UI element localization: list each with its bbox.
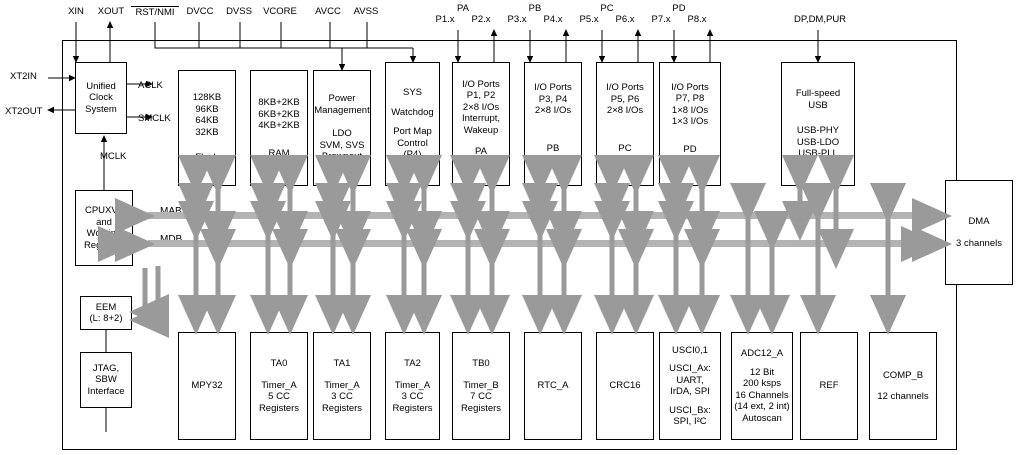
block-line: CPUXV2 [84, 205, 123, 216]
block-line: USB [808, 99, 828, 111]
block-line: Timer_A [324, 379, 360, 391]
signal-label-rst-nmi: RST/NMI [131, 6, 179, 18]
block-rtc-a[interactable] [524, 332, 582, 440]
block-line: Registers [460, 402, 502, 414]
block-line: P3, P4 [538, 93, 568, 105]
block-line: Watchdog [391, 106, 434, 118]
block-line: Control [397, 137, 428, 149]
block-line: CRC16 [609, 380, 641, 392]
signal-label-vcore: VCORE [263, 6, 297, 17]
block-line: Clock [89, 92, 113, 104]
block-line: I/O Ports [462, 78, 500, 90]
block-power-management[interactable] [313, 70, 371, 186]
block-line: UART, [676, 374, 704, 386]
block-tb0[interactable] [452, 332, 510, 440]
block-line: I/O Ports [606, 82, 644, 94]
block-ram[interactable] [250, 70, 308, 186]
signal-label-avcc: AVCC [315, 6, 341, 17]
block-line: TB0 [472, 358, 490, 369]
block-line: Working [86, 228, 122, 239]
signal-label-xt2in: XT2IN [10, 71, 37, 82]
signal-label-xin: XIN [68, 6, 84, 17]
signal-label-p5x: P5.x [579, 14, 599, 25]
block-line: and [96, 216, 112, 228]
block-line: RTC_A [537, 380, 569, 392]
block-mpy32[interactable] [178, 332, 236, 440]
block-full-speed-usb[interactable] [781, 62, 855, 186]
block-line: (P4) [403, 149, 422, 161]
block-line: SVM, SVS [319, 139, 365, 151]
block-line: 4KB+2KB [258, 120, 300, 131]
block-line: Registers [321, 402, 363, 414]
signal-label-avss: AVSS [353, 6, 379, 17]
block-line: 96KB [195, 103, 219, 115]
block-comp-b[interactable] [869, 332, 937, 440]
block-line: 3 CC [331, 391, 353, 402]
signal-label-xt2out: XT2OUT [5, 106, 43, 117]
block-line: Timer_A [261, 379, 297, 391]
block-line: 6KB+2KB [258, 108, 300, 120]
block-unified-clock-system[interactable] [75, 62, 127, 134]
block-line: (14 ext, 2 int) [734, 401, 790, 412]
block-line: SPI, I²C [673, 416, 707, 427]
signal-label-xout: XOUT [97, 6, 125, 17]
block-line: TA2 [404, 358, 421, 369]
block-line: EEM [95, 301, 117, 313]
block-line: P7, P8 [675, 93, 705, 104]
block-line: USB-PHY [796, 125, 840, 137]
block-line: PC [618, 142, 632, 154]
signal-label-p7x: P7.x [651, 14, 671, 25]
block-line: JTAG, [92, 362, 120, 374]
block-line: 16 Channels [735, 389, 789, 401]
block-line: 1×8 I/Os [671, 104, 709, 116]
block-line: (L: 8+2) [89, 313, 123, 324]
block-line: SYS [402, 87, 422, 99]
block-line: 32KB [195, 126, 219, 138]
block-line: 3 channels [956, 237, 1002, 249]
block-line: 8KB+2KB [258, 97, 300, 108]
block-io-ports-p1-p2[interactable] [452, 62, 510, 186]
block-line: 3 CC [401, 391, 424, 402]
clock-output-mclk: MCLK [100, 151, 127, 162]
block-line: 64KB [195, 115, 219, 127]
block-line: PA [475, 146, 487, 158]
block-line: PD [683, 143, 697, 155]
block-line: Unified [86, 80, 116, 92]
block-line: 2×8 I/Os [462, 101, 500, 113]
block-ref[interactable] [800, 332, 858, 440]
block-line: 1×11 I/Os [669, 155, 711, 166]
block-line: PB [546, 142, 560, 154]
clock-output-smclk: SMCLK [138, 113, 171, 124]
block-line: Power [328, 93, 356, 105]
block-flash[interactable] [178, 70, 236, 186]
port-group-label-pd: PD [672, 3, 686, 14]
block-line: 12 Bit [749, 366, 775, 378]
block-line: Port Map [393, 126, 432, 138]
block-line: USCI0,1 [672, 344, 708, 356]
block-line: USB-LDO [796, 136, 840, 148]
block-line: 1×16 I/Os [460, 157, 502, 169]
block-crc16[interactable] [596, 332, 654, 440]
block-line: 1×3 I/Os [671, 116, 709, 127]
block-line: Registers [392, 402, 433, 414]
block-dma[interactable] [945, 180, 1013, 285]
signal-label-p4x: P4.x [543, 14, 563, 25]
bus-mab [148, 212, 938, 219]
block-line: Autoscan [742, 412, 782, 424]
block-line: ADC12_A [740, 348, 784, 359]
block-line: TA1 [333, 358, 351, 369]
block-line: Interface [87, 385, 125, 397]
block-line: 5 CC [268, 391, 290, 402]
block-ta0[interactable] [250, 332, 308, 440]
block-ta1[interactable] [313, 332, 371, 440]
block-adc12-a[interactable] [731, 332, 793, 440]
block-io-ports-p7-p8[interactable] [659, 62, 721, 186]
port-group-label-pc: PC [600, 3, 614, 14]
block-line: Wakeup [463, 124, 499, 136]
signal-label-usb-pins: DP,DM,PUR [793, 14, 847, 25]
block-usci[interactable] [659, 332, 721, 440]
block-line: TA0 [270, 358, 288, 369]
port-group-label-pa: PA [457, 3, 469, 14]
block-line: 7 CC [470, 391, 492, 402]
signal-label-p6x: P6.x [615, 14, 635, 25]
block-jtag-sbw-interface[interactable] [80, 352, 132, 408]
block-line: Management [314, 104, 370, 116]
block-cpuxv2[interactable] [75, 190, 133, 266]
block-line: Brownout [321, 151, 363, 163]
block-line: System [85, 103, 117, 115]
block-line: SBW [95, 374, 117, 386]
signal-label-p2x: P2.x [471, 14, 491, 25]
block-line: 1×16 I/Os [532, 154, 574, 166]
block-eem[interactable] [80, 296, 132, 330]
block-line: 2×8 I/Os [606, 105, 644, 117]
block-sys[interactable] [385, 62, 440, 186]
block-line: USB-PLL [798, 148, 838, 160]
block-line: 2×8 I/Os [534, 105, 572, 117]
block-line: USCI_Ax: [669, 363, 711, 374]
block-line: DMA [968, 216, 990, 227]
block-line: Interrupt, [461, 113, 501, 125]
block-line: COMP_B [882, 369, 924, 381]
block-line: 128KB [192, 92, 222, 104]
block-line: Flash [195, 152, 219, 164]
block-line: Timer_A [394, 379, 431, 391]
block-line: I/O Ports [534, 82, 572, 94]
block-line: RAM [268, 147, 290, 159]
block-line: 12 channels [877, 391, 929, 402]
signal-label-p1x: P1.x [435, 14, 455, 25]
block-line: Registers [83, 239, 125, 251]
signal-label-dvcc: DVCC [186, 6, 214, 17]
block-line: LDO [332, 128, 352, 140]
clock-output-aclk: ACLK [138, 80, 163, 91]
block-line: MPY32 [191, 380, 223, 392]
block-line: 1×16 I/Os [604, 154, 646, 166]
block-ta2[interactable] [385, 332, 440, 440]
signal-label-dvss: DVSS [226, 6, 252, 17]
block-line: USCI_Bx: [669, 404, 711, 416]
bus-mdb [148, 240, 938, 247]
port-group-label-pb: PB [528, 3, 542, 14]
block-io-ports-p5-p6[interactable] [596, 62, 654, 186]
block-line: IrDA, SPI [670, 386, 710, 397]
signal-label-p8x: P8.x [687, 14, 707, 25]
block-line: Registers [258, 402, 300, 414]
block-line: P5, P6 [610, 93, 640, 105]
block-line: P1, P2 [466, 90, 496, 102]
block-line: 200 ksps [742, 378, 782, 389]
block-line: Full-speed [795, 88, 841, 100]
block-io-ports-p3-p4[interactable] [524, 62, 582, 186]
block-line: Timer_B [463, 379, 499, 391]
block-line: REF [819, 380, 839, 392]
block-line: I/O Ports [671, 81, 709, 93]
signal-label-p3x: P3.x [507, 14, 527, 25]
